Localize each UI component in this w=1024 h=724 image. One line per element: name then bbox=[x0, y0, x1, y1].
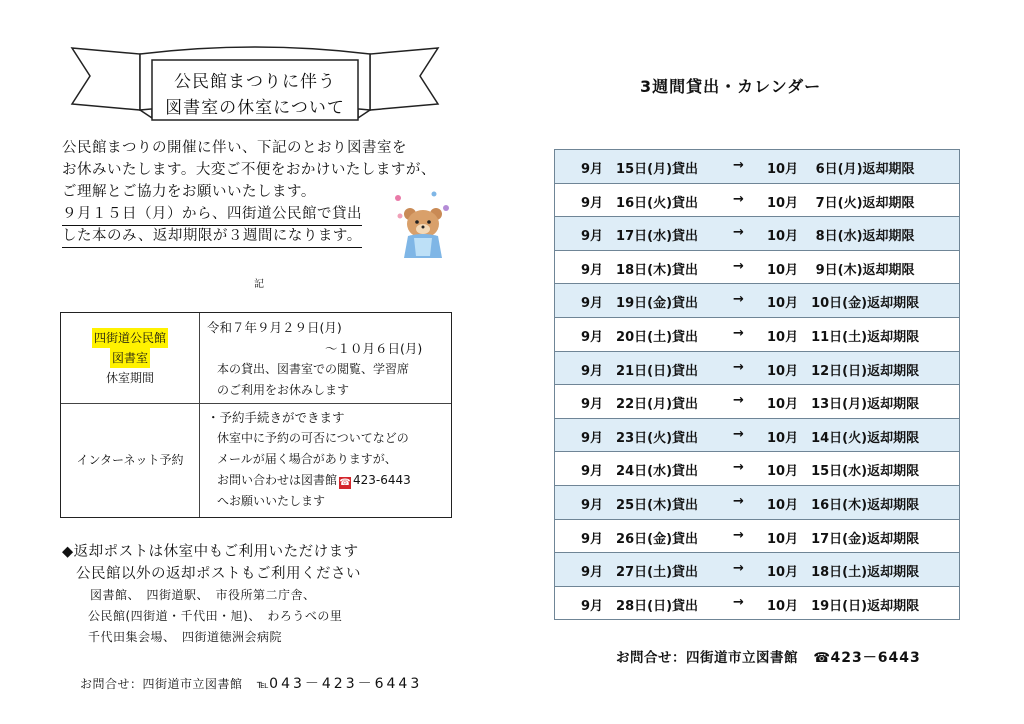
return-post-places: 千代田集会場、 四街道徳洲会病院 bbox=[88, 630, 283, 644]
closure-note: のご利用をお休みします bbox=[217, 383, 350, 397]
arrow-icon: → bbox=[733, 460, 744, 476]
lend-date: 9月 26日(金)貸出 bbox=[581, 531, 699, 547]
calendar-row bbox=[555, 250, 960, 284]
calendar-row bbox=[555, 553, 960, 587]
lend-date: 9月 24日(水)貸出 bbox=[581, 464, 699, 480]
intro-highlight-line: した本のみ、返却期限が３週間になります。 bbox=[62, 226, 362, 248]
lend-date: 9月 21日(日)貸出 bbox=[581, 363, 699, 379]
closure-date-end: ～１０月６日(月) bbox=[325, 341, 423, 356]
lend-date: 9月 16日(火)貸出 bbox=[581, 195, 699, 211]
calendar-row bbox=[555, 284, 960, 318]
lend-date: 9月 25日(木)貸出 bbox=[581, 497, 699, 513]
closure-period-label-cell bbox=[61, 313, 200, 403]
arrow-icon: → bbox=[733, 359, 744, 375]
room-name: 図書室 bbox=[110, 348, 150, 368]
closure-note: 本の貸出、図書室での閲覧、学習席 bbox=[217, 362, 410, 376]
return-deadline: 10月 14日(火)返却期限 bbox=[767, 430, 920, 446]
internet-reservation-label: インターネット予約 bbox=[76, 453, 184, 467]
lend-date: 9月 20日(土)貸出 bbox=[581, 329, 699, 345]
contact-phone: 043－423－6443 bbox=[269, 676, 423, 692]
return-deadline: 10月 16日(木)返却期限 bbox=[767, 497, 920, 513]
calendar-row bbox=[555, 586, 960, 620]
reservation-contact-text: お問い合わせは図書館 bbox=[217, 473, 338, 487]
closure-date-start: 令和７年９月２９日(月) bbox=[207, 320, 342, 335]
arrow-icon: → bbox=[733, 527, 744, 543]
reservation-note: へお願いいたします bbox=[217, 494, 326, 508]
loan-calendar-table bbox=[554, 149, 960, 620]
return-deadline: 10月 12日(日)返却期限 bbox=[767, 363, 920, 379]
calendar-cell bbox=[555, 452, 960, 486]
return-deadline: 10月 19日(日)返却期限 bbox=[767, 598, 920, 614]
return-deadline: 10月 13日(月)返却期限 bbox=[767, 397, 920, 413]
facility-name: 四街道公民館 bbox=[92, 328, 168, 348]
return-post-places: 図書館、 四街道駅、 市役所第二庁舎、 bbox=[90, 588, 316, 602]
calendar-cell bbox=[555, 418, 960, 452]
calendar-cell bbox=[555, 351, 960, 385]
calendar-row bbox=[555, 418, 960, 452]
calendar-row bbox=[555, 485, 960, 519]
lend-date: 9月 15日(月)貸出 bbox=[581, 162, 699, 177]
banner-title-line1: 公民館まつりに伴う bbox=[174, 72, 336, 92]
return-deadline: 10月 17日(金)返却期限 bbox=[767, 531, 920, 547]
internet-reservation-details bbox=[207, 407, 445, 512]
calendar-cell bbox=[555, 150, 960, 184]
lend-date: 9月 17日(水)貸出 bbox=[581, 229, 699, 245]
arrow-icon: → bbox=[733, 258, 744, 274]
contact-footer-right bbox=[616, 646, 921, 667]
arrow-icon: → bbox=[733, 158, 744, 173]
return-deadline: 10月 6日(月)返却期限 bbox=[767, 162, 915, 177]
tel-prefix: ℡ bbox=[256, 678, 270, 691]
arrow-icon: → bbox=[733, 561, 744, 577]
reservation-contact bbox=[207, 470, 445, 491]
closure-period-details bbox=[207, 317, 445, 401]
contact-footer-left bbox=[80, 673, 422, 693]
return-post-places: 公民館(四街道・千代田・旭)、 わろうべの里 bbox=[88, 609, 343, 623]
calendar-row bbox=[555, 150, 960, 184]
calendar-cell bbox=[555, 485, 960, 519]
calendar-row bbox=[555, 183, 960, 217]
contact-label: お問合せ：四街道市立図書館 bbox=[80, 677, 243, 691]
arrow-icon: → bbox=[733, 594, 744, 610]
banner-title-line2: 図書室の休室について bbox=[165, 98, 345, 118]
return-deadline: 10月 8日(水)返却期限 bbox=[767, 229, 915, 245]
calendar-cell bbox=[555, 586, 960, 620]
tel-prefix: ☎ bbox=[813, 650, 831, 666]
contact-label: お問合せ：四街道市立図書館 bbox=[616, 650, 798, 666]
reservation-note: メールが届く場合がありますが、 bbox=[217, 452, 397, 466]
lend-date: 9月 28日(日)貸出 bbox=[581, 598, 699, 614]
reservation-note: ・予約手続きができます bbox=[207, 410, 345, 425]
calendar-title: 3週間貸出・カレンダー bbox=[640, 77, 822, 96]
arrow-icon: → bbox=[733, 325, 744, 341]
closure-info-table bbox=[60, 312, 452, 518]
phone-icon: ☎ bbox=[339, 478, 351, 488]
closure-period-label: 休室期間 bbox=[105, 371, 154, 385]
return-post-subheading: 公民館以外の返却ポストもご利用ください bbox=[76, 566, 361, 582]
internet-reservation-row bbox=[61, 403, 451, 517]
lend-date: 9月 22日(月)貸出 bbox=[581, 397, 699, 413]
calendar-cell bbox=[555, 217, 960, 251]
return-deadline: 10月 11日(土)返却期限 bbox=[767, 329, 920, 345]
lend-date: 9月 27日(土)貸出 bbox=[581, 565, 699, 581]
calendar-cell bbox=[555, 183, 960, 217]
arrow-icon: → bbox=[733, 493, 744, 509]
return-deadline: 10月 7日(火)返却期限 bbox=[767, 195, 915, 211]
lend-date: 9月 23日(火)貸出 bbox=[581, 430, 699, 446]
bear-illustration bbox=[392, 190, 454, 260]
reservation-phone: 423-6443 bbox=[353, 473, 411, 487]
ki-label: 記 bbox=[254, 279, 264, 290]
reservation-note: 休室中に予約の可否についてなどの bbox=[217, 431, 409, 445]
calendar-row bbox=[555, 519, 960, 553]
calendar-row bbox=[555, 452, 960, 486]
calendar-cell bbox=[555, 250, 960, 284]
intro-line: 公民館まつりの開催に伴い、下記のとおり図書室を bbox=[62, 140, 407, 156]
calendar-cell bbox=[555, 519, 960, 553]
calendar-cell bbox=[555, 284, 960, 318]
return-deadline: 10月 10日(金)返却期限 bbox=[767, 296, 920, 312]
lend-date: 9月 18日(木)貸出 bbox=[581, 262, 699, 278]
calendar-row bbox=[555, 351, 960, 385]
lend-date: 9月 19日(金)貸出 bbox=[581, 296, 699, 312]
contact-phone: 423－6443 bbox=[830, 650, 921, 666]
calendar-cell bbox=[555, 385, 960, 419]
calendar-cell bbox=[555, 317, 960, 351]
arrow-icon: → bbox=[733, 426, 744, 442]
arrow-icon: → bbox=[733, 225, 744, 241]
intro-line: お休みいたします。大変ご不便をおかけいたしますが、 bbox=[62, 162, 436, 178]
calendar-row bbox=[555, 217, 960, 251]
closure-period-row bbox=[61, 313, 451, 404]
calendar-cell bbox=[555, 553, 960, 587]
arrow-icon: → bbox=[733, 292, 744, 308]
intro-highlight-line: ９月１５日（月）から、四街道公民館で貸出 bbox=[62, 204, 362, 226]
internet-reservation-label-cell bbox=[61, 403, 200, 517]
return-post-heading: ◆返却ポストは休室中もご利用いただけます bbox=[62, 544, 359, 560]
arrow-icon: → bbox=[733, 393, 744, 409]
arrow-icon: → bbox=[733, 191, 744, 207]
calendar-row bbox=[555, 385, 960, 419]
return-deadline: 10月 9日(木)返却期限 bbox=[767, 262, 915, 278]
return-deadline: 10月 15日(水)返却期限 bbox=[767, 464, 920, 480]
intro-line: ご理解とご協力をお願いいたします。 bbox=[62, 184, 316, 200]
return-deadline: 10月 18日(土)返却期限 bbox=[767, 565, 920, 581]
calendar-row bbox=[555, 317, 960, 351]
